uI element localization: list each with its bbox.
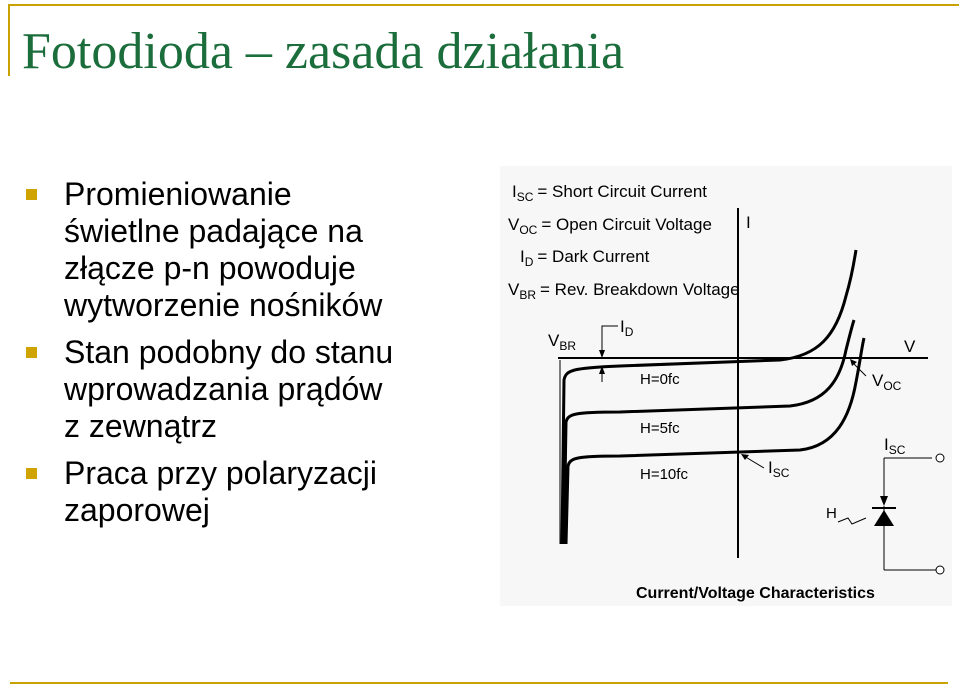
title-top-rule [8, 4, 959, 6]
bullet-item-1 [24, 176, 464, 324]
bullet-line: Praca przy polaryzacji [64, 455, 377, 491]
bullet-item-3 [24, 455, 464, 529]
legend-vbr: $V_{BR}$ = Rev. Breakdown Voltage [508, 280, 740, 302]
iv-characteristics-diagram [500, 166, 952, 606]
isc-circuit-label: $I_{SC}$ [884, 435, 906, 457]
slide-title: Fotodioda – zasada działania [22, 23, 625, 80]
terminal-bottom-icon [936, 566, 944, 574]
terminal-top-icon [936, 454, 944, 462]
bullet-line: Stan podobny do stanu [64, 334, 394, 370]
bullet-line: zaporowej [64, 492, 210, 528]
legend-isc: $I_{SC}$ = Short Circuit Current [512, 182, 707, 204]
isc-label: $I_{SC}$ [768, 458, 790, 480]
legend-voc: $V_{OC}$ = Open Circuit Voltage [508, 215, 712, 237]
curve-label-h0: H=0fc [640, 371, 680, 388]
bullet-line: świetlne padające na [64, 213, 363, 249]
vbr-label: $V_{BR}$ [548, 331, 577, 353]
title-left-rule [8, 4, 10, 76]
current-axis-label: I [746, 213, 751, 232]
iv-characteristics-figure [500, 166, 952, 606]
voc-label: $V_{OC}$ [872, 371, 902, 393]
slide-bottom-rule [10, 682, 948, 684]
figure-caption: Current/Voltage Characteristics [636, 585, 875, 602]
bullet-list [24, 176, 464, 539]
bullet-line: złącze p-n powoduje [64, 250, 356, 286]
square-bullet-icon [26, 468, 37, 479]
bullet-line: Promieniowanie [64, 176, 292, 212]
bullet-item-2 [24, 334, 464, 445]
bullet-line: wprowadzania prądów [64, 371, 383, 407]
voltage-axis-label: V [904, 337, 916, 356]
curve-label-h5: H=5fc [640, 420, 680, 437]
square-bullet-icon [26, 347, 37, 358]
bullet-line: z zewnątrz [64, 408, 217, 444]
curve-label-h10: H=10fc [640, 466, 688, 483]
id-label: $I_D$ [620, 317, 634, 339]
square-bullet-icon [26, 189, 37, 200]
legend-id: $I_D$ = Dark Current [520, 247, 650, 269]
light-h-label: H [826, 505, 837, 522]
bullet-line: wytworzenie nośników [64, 287, 383, 323]
